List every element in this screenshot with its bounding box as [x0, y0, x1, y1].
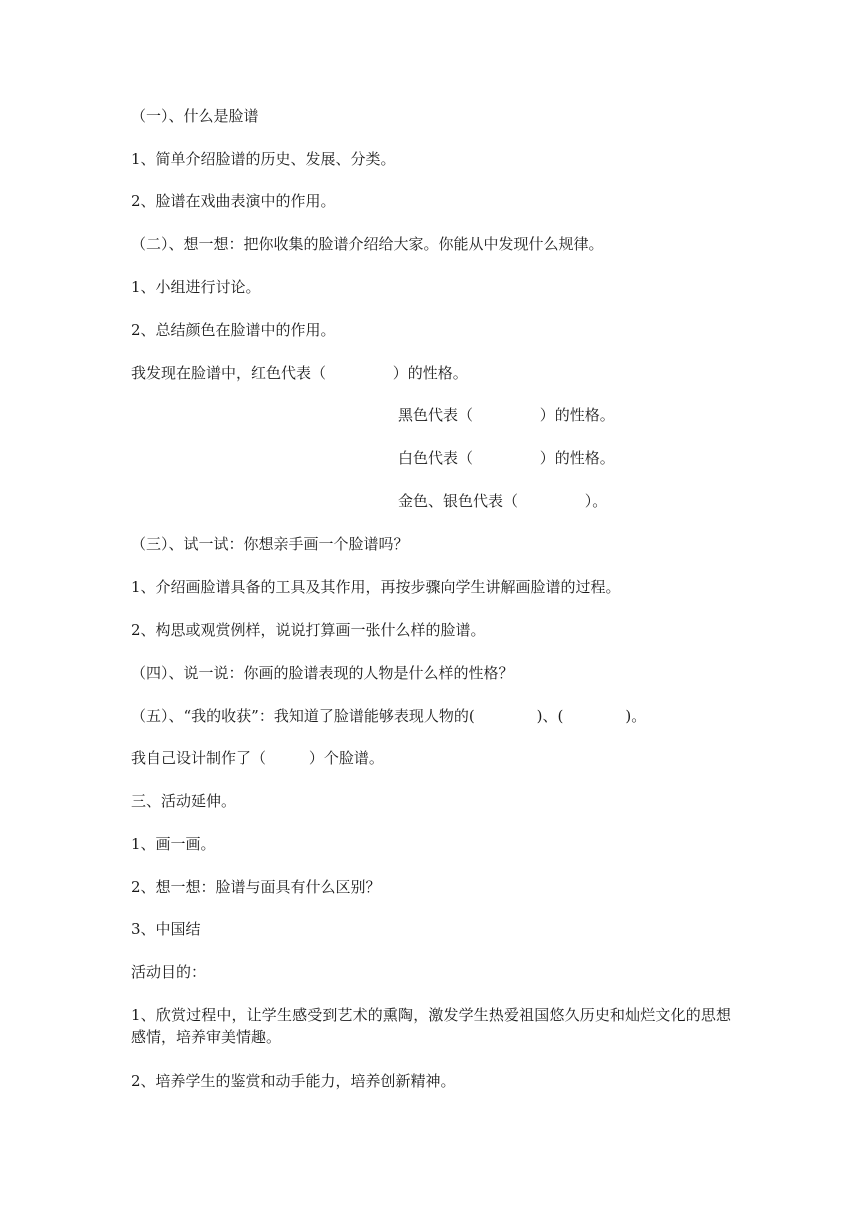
fill-in-black: 黑色代表（ ）的性格。 [398, 406, 615, 424]
list-item: 3、中国结 [131, 920, 201, 938]
fill-in-white: 白色代表（ ）的性格。 [398, 449, 615, 467]
section-heading-2: （二）、想一想：把你收集的脸谱介绍给大家。你能从中发现什么规律。 [131, 235, 604, 253]
list-item: 2、想一想：脸谱与面具有什么区别？ [131, 878, 381, 896]
fill-in-red: 我发现在脸谱中，红色代表（ ）的性格。 [131, 364, 468, 382]
section-heading-extension: 三、活动延伸。 [131, 792, 237, 810]
section-heading-1: （一）、什么是脸谱 [131, 107, 259, 125]
list-item: 1、简单介绍脸谱的历史、发展、分类。 [131, 150, 396, 168]
list-item: 1、小组进行讨论。 [131, 278, 261, 296]
section-heading-3: （三）、试一试：你想亲手画一个脸谱吗？ [131, 535, 409, 553]
section-heading-4: （四）、说一说：你画的脸谱表现的人物是什么样的性格？ [131, 664, 514, 682]
list-item: 1、介绍画脸谱具备的工具及其作用，再按步骤向学生讲解画脸谱的过程。 [131, 578, 621, 596]
list-item: 1、画一画。 [131, 835, 216, 853]
fill-in-gold-silver: 金色、银色代表（ ）。 [398, 492, 608, 510]
fill-in-count: 我自己设计制作了（ ）个脸谱。 [131, 749, 384, 767]
goal-paragraph-1: 1、欣赏过程中，让学生感受到艺术的熏陶，激发学生热爱祖国悠久历史和灿烂文化的思想感情，培养审美情趣。 [131, 1006, 731, 1046]
list-item: 2、脸谱在戏曲表演中的作用。 [131, 192, 336, 210]
list-item: 2、总结颜色在脸谱中的作用。 [131, 321, 336, 339]
goal-paragraph-2: 2、培养学生的鉴赏和动手能力，培养创新精神。 [131, 1072, 456, 1090]
section-heading-5: （五）、“我的收获”：我知道了脸谱能够表现人物的( )、( )。 [131, 707, 647, 725]
list-item: 2、构思或观赏例样，说说打算画一张什么样的脸谱。 [131, 621, 486, 639]
activity-goal-heading: 活动目的： [131, 963, 207, 981]
